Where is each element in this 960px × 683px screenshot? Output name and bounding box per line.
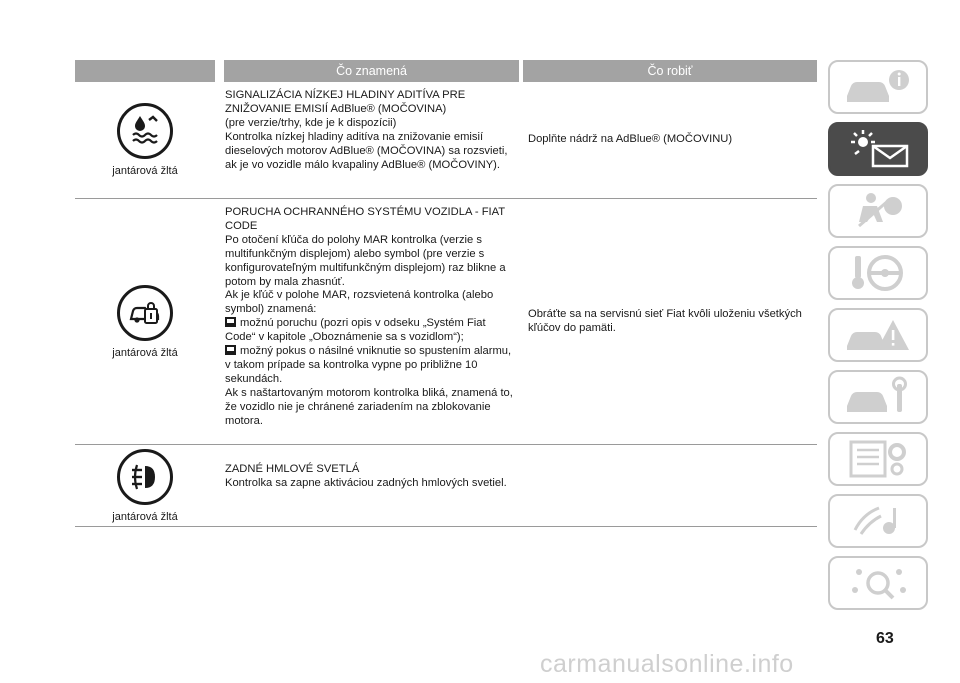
meaning-cell [215,82,520,198]
lamp-color-label: jantárová žltá [112,165,178,177]
lamp-cell [75,199,215,444]
bullet-text: možnú poruchu (pozri opis v odseku „Systém Fiat Code“ v kapitole „Oboznámenie sa s vozidlom“); [225,317,486,344]
meaning-cell [215,445,520,526]
tab-warning-lights[interactable] [828,122,928,176]
tab-maintenance[interactable] [828,370,928,424]
tab-emergency[interactable] [828,308,928,362]
lamp-cell [75,445,215,526]
car-bullet-icon [225,317,236,327]
meaning-text: Ak s naštartovaným motorom kontrolka bliká, znamená to, že vozidlo nie je chránené zariadením na zblokovanie motora. [225,386,513,427]
bullet-text: možný pokus o násilné vniknutie so spustením alarmu, v takom prípade sa kontrolka vypne po približne 10 sekundách. [225,345,512,385]
warning-lights-icon [841,128,915,170]
meaning-cell [215,199,520,444]
table-row [75,82,817,199]
tab-safety[interactable] [828,184,928,238]
tab-car-info[interactable] [828,60,928,114]
action-text: Obráťte sa na servisnú sieť Fiat kvôli uloženiu všetkých kľúčov do pamäti. [528,307,802,334]
safety-airbag-icon [841,190,915,232]
page-number: 63 [876,630,894,647]
lamp-color-label: jantárová žltá [112,346,178,359]
header-meaning: Čo znamená [224,60,519,82]
action-cell [520,82,817,198]
watermark: carmanualsonline.info [540,650,794,678]
service-icon [841,376,915,418]
meaning-bullet [225,317,514,345]
emergency-icon [841,314,915,356]
multimedia-icon [841,500,915,542]
car-info-icon [841,66,915,108]
table-row [75,445,817,527]
tab-starting-driving[interactable] [828,246,928,300]
meaning-title: SIGNALIZÁCIA NÍZKEJ HLADINY ADITÍVA PRE ZNIŽOVANIE EMISIÍ AdBlue® (MOČOVINA) [225,89,466,115]
rear-fog-light-icon [117,449,173,505]
action-cell [520,445,817,526]
meaning-text: Kontrolka nízkej hladiny aditíva na znižovanie emisií dieselových motorov AdBlue® (MOČOVINA) sa rozsvieti, ak je vo vozidle málo kvapaliny AdBlue® (MOČOVINY). [225,130,508,171]
action-text: Doplňte nádrž na AdBlue® (MOČOVINU) [528,133,733,146]
meaning-title: ZADNÉ HMLOVÉ SVETLÁ [225,463,360,475]
steering-key-icon [841,252,915,294]
technical-data-icon [841,438,915,480]
action-cell [520,199,817,444]
car-bullet-icon [225,345,236,355]
lamp-cell [75,82,215,198]
tab-index[interactable] [828,556,928,610]
vehicle-protection-icon [117,285,173,341]
chapter-tabs [828,60,928,618]
meaning-bullet [225,345,514,387]
warning-light-table [75,60,817,527]
meaning-title: PORUCHA OCHRANNÉHO SYSTÉMU VOZIDLA - FIAT CODE [225,206,505,232]
tab-technical-data[interactable] [828,432,928,486]
meaning-note: (pre verzie/trhy, kde je k dispozícii) [225,116,397,129]
table-row [75,199,817,445]
meaning-text: Kontrolka sa zapne aktiváciou zadných hmlových svetiel. [225,476,507,489]
tab-multimedia[interactable] [828,494,928,548]
lamp-color-label: jantárová žltá [112,510,178,523]
meaning-text: Ak je kľúč v polohe MAR, rozsvietená kontrolka (alebo symbol) znamená: [225,289,494,316]
table-header [75,60,817,82]
index-icon [841,562,915,604]
adblue-level-icon [117,103,173,159]
header-action: Čo robiť [523,60,817,82]
meaning-text: Po otočení kľúča do polohy MAR kontrolka (verzie s multifunkčným displejom) alebo symbol (pre verzie s konfigurovateľným multifunkčným displejom) raz blikne a potom by mala zhasnúť. [225,233,506,288]
header-icon-col [75,60,215,82]
